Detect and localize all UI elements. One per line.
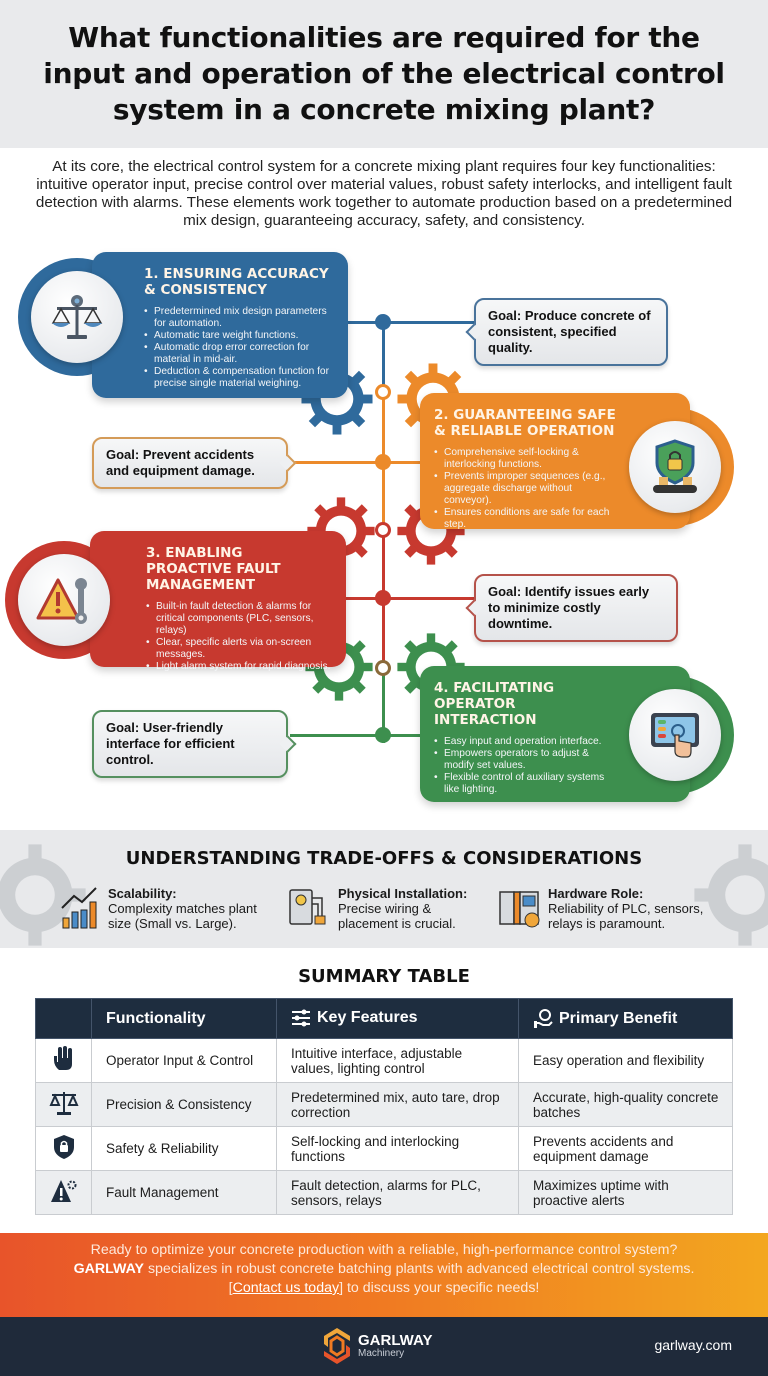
node-3 — [375, 590, 391, 606]
header-primary-benefit — [519, 999, 733, 1039]
cell-functionality: Safety & Reliability — [92, 1127, 277, 1171]
page-header — [0, 0, 768, 148]
header-icon-col — [36, 999, 92, 1039]
hand-coin-icon — [533, 1009, 553, 1029]
table-row — [36, 1039, 733, 1083]
card-2-bullet: • Comprehensive self-locking & interlocking functions. — [434, 447, 620, 471]
warning-wrench-icon — [18, 554, 110, 646]
wiring-plug-icon — [288, 886, 332, 930]
cell-features: Self-locking and interlocking functions — [277, 1127, 519, 1171]
card-1-bullet: • Deduction & compensation function for precise single material weighing. — [144, 366, 334, 390]
tradeoff-scalability — [60, 886, 268, 931]
shield-lock-icon — [53, 1134, 75, 1160]
cell-functionality: Operator Input & Control — [92, 1039, 277, 1083]
cta-line-2-text: specializes in robust concrete batching plants with advanced electrical control systems. — [144, 1261, 695, 1277]
footer-site-link[interactable]: garlway.com — [654, 1337, 732, 1353]
card-2-title: 2. GUARANTEEING SAFE & RELIABLE OPERATION — [434, 407, 616, 439]
goal-2-text: Goal: Prevent accidents and equipment damage. — [106, 447, 255, 478]
tradeoffs-title: UNDERSTANDING TRADE-OFFS & CONSIDERATIONS — [125, 848, 643, 869]
cta-bracket: [ — [228, 1280, 233, 1296]
goal-3-text: Goal: Identify issues early to minimize costly downtime. — [488, 584, 650, 631]
row-icon-cell — [36, 1127, 92, 1171]
touch-panel-icon — [629, 689, 721, 781]
cell-benefit: Accurate, high-quality concrete batches — [519, 1083, 733, 1127]
tradeoff-2-title: Physical Installation: — [338, 886, 468, 901]
card-4-bullet: • Flexible control of auxiliary systems like lighting. — [434, 772, 620, 796]
warning-gear-icon — [50, 1178, 78, 1204]
tradeoff-1-text: Complexity matches plant size (Small vs. Large). — [108, 901, 257, 931]
cell-functionality: Fault Management — [92, 1171, 277, 1215]
contact-us-link[interactable]: Contact us today — [232, 1280, 340, 1296]
hand-icon — [53, 1046, 75, 1072]
goal-bubble-3 — [474, 574, 678, 642]
card-1-bullet: • Automatic tare weight functions. — [144, 330, 334, 342]
sliders-icon — [291, 1009, 311, 1027]
card-1-bullet: • Predetermined mix design parameters for automation. — [144, 306, 334, 330]
tradeoff-hardware — [498, 886, 718, 931]
intro-paragraph: At its core, the electrical control system for a concrete mixing plant requires four key functionalities: intuitive operator input, precise control over material values, robust safety interlocks, and intelligent fault detection with alarms. These elements work together to automate production based on a predetermined mix design, guaranteeing accuracy, safety, and consistency. — [35, 158, 733, 229]
scale-icon — [49, 1090, 79, 1116]
row-icon-cell — [36, 1083, 92, 1127]
header-key-features — [277, 999, 519, 1039]
card-2-bullet: • Prevents improper sequences (e.g., aggregate discharge without conveyor). — [434, 471, 620, 507]
page-title: What functionalities are required for the input and operation of the electrical control system in a concrete mixing plant? — [43, 21, 725, 126]
cta-line-3 — [0, 1279, 768, 1298]
card-4-title: 4. FACILITATING OPERATOR INTERACTION — [434, 680, 555, 728]
tradeoff-installation — [288, 886, 468, 931]
node-1 — [375, 314, 391, 330]
cell-benefit: Easy operation and flexibility — [519, 1039, 733, 1083]
card-3-bullet: • Clear, specific alerts via on-screen messages. — [146, 637, 332, 661]
node-4 — [375, 727, 391, 743]
goal-bubble-2 — [92, 437, 288, 489]
cell-features: Intuitive interface, adjustable values, lighting control — [277, 1039, 519, 1083]
card-3-bullet: • Built-in fault detection & alarms for critical components (PLC, sensors, relays) — [146, 601, 332, 637]
plc-hardware-icon — [498, 886, 542, 930]
garlway-logo-icon — [322, 1327, 352, 1365]
card-4-bullet: • Easy input and operation interface. — [434, 736, 620, 748]
cta-line-3-text: ] to discuss your specific needs! — [339, 1280, 540, 1296]
table-row — [36, 1127, 733, 1171]
card-3-title: 3. ENABLING PROACTIVE FAULT MANAGEMENT — [146, 545, 281, 593]
garlway-logo[interactable] — [322, 1327, 432, 1365]
cell-features: Predetermined mix, auto tare, drop correction — [277, 1083, 519, 1127]
card-1-title: 1. ENSURING ACCURACY & CONSISTENCY — [144, 266, 329, 298]
card-3-bullet: • Light alarm system for rapid diagnosis. — [146, 661, 332, 673]
tradeoff-1-title: Scalability: — [108, 886, 177, 901]
row-icon-cell — [36, 1171, 92, 1215]
goal-4-text: Goal: User-friendly interface for efficient control. — [106, 720, 235, 767]
cell-features: Fault detection, alarms for PLC, sensors, relays — [277, 1171, 519, 1215]
cta-banner — [0, 1233, 768, 1317]
ring-node-1 — [375, 384, 391, 400]
tradeoff-3-text: Reliability of PLC, sensors, relays is paramount. — [548, 901, 704, 931]
card-2-bullet: • Ensures conditions are safe for each step. — [434, 507, 620, 531]
goal-bubble-4 — [92, 710, 288, 778]
card-4-bullet: • Empowers operators to adjust & modify set values. — [434, 748, 620, 772]
tradeoff-3-title: Hardware Role: — [548, 886, 644, 901]
goal-1-text: Goal: Produce concrete of consistent, specified quality. — [488, 308, 651, 355]
footer-brand-sub: Machinery — [358, 1348, 405, 1359]
shield-lock-conveyor-icon — [629, 421, 721, 513]
function-card-1 — [92, 252, 348, 398]
cta-line-1: Ready to optimize your concrete production with a reliable, high-performance control system? — [90, 1242, 678, 1258]
header-functionality-label: Functionality — [106, 1009, 206, 1027]
connector-3 — [340, 597, 480, 600]
tradeoffs-section — [0, 830, 768, 948]
row-icon-cell — [36, 1039, 92, 1083]
node-2 — [375, 454, 391, 470]
scale-gear-icon — [31, 271, 123, 363]
connector-2 — [290, 461, 425, 464]
footer — [0, 1317, 768, 1376]
cta-brand: GARLWAY — [73, 1261, 144, 1277]
table-row — [36, 1171, 733, 1215]
connector-1 — [340, 321, 480, 324]
table-header-row — [36, 999, 733, 1039]
header-key-features-label: Key Features — [317, 1009, 418, 1027]
ring-node-3 — [375, 660, 391, 676]
summary-table — [35, 998, 733, 1215]
cell-benefit: Maximizes uptime with proactive alerts — [519, 1171, 733, 1215]
cell-benefit: Prevents accidents and equipment damage — [519, 1127, 733, 1171]
cell-functionality: Precision & Consistency — [92, 1083, 277, 1127]
card-1-bullet: • Automatic drop error correction for material in mid-air. — [144, 342, 334, 366]
function-card-3 — [90, 531, 346, 672]
table-row — [36, 1083, 733, 1127]
connector-4 — [290, 734, 425, 737]
tradeoff-2-text: Precise wiring & placement is crucial. — [338, 901, 456, 931]
ring-node-2 — [375, 522, 391, 538]
header-primary-benefit-label: Primary Benefit — [559, 1009, 678, 1027]
footer-brand: GARLWAY — [358, 1332, 433, 1349]
cta-line-2 — [0, 1260, 768, 1279]
header-functionality — [92, 999, 277, 1039]
goal-bubble-1 — [474, 298, 668, 366]
summary-title: SUMMARY TABLE — [298, 966, 470, 987]
growth-chart-icon — [60, 886, 102, 930]
